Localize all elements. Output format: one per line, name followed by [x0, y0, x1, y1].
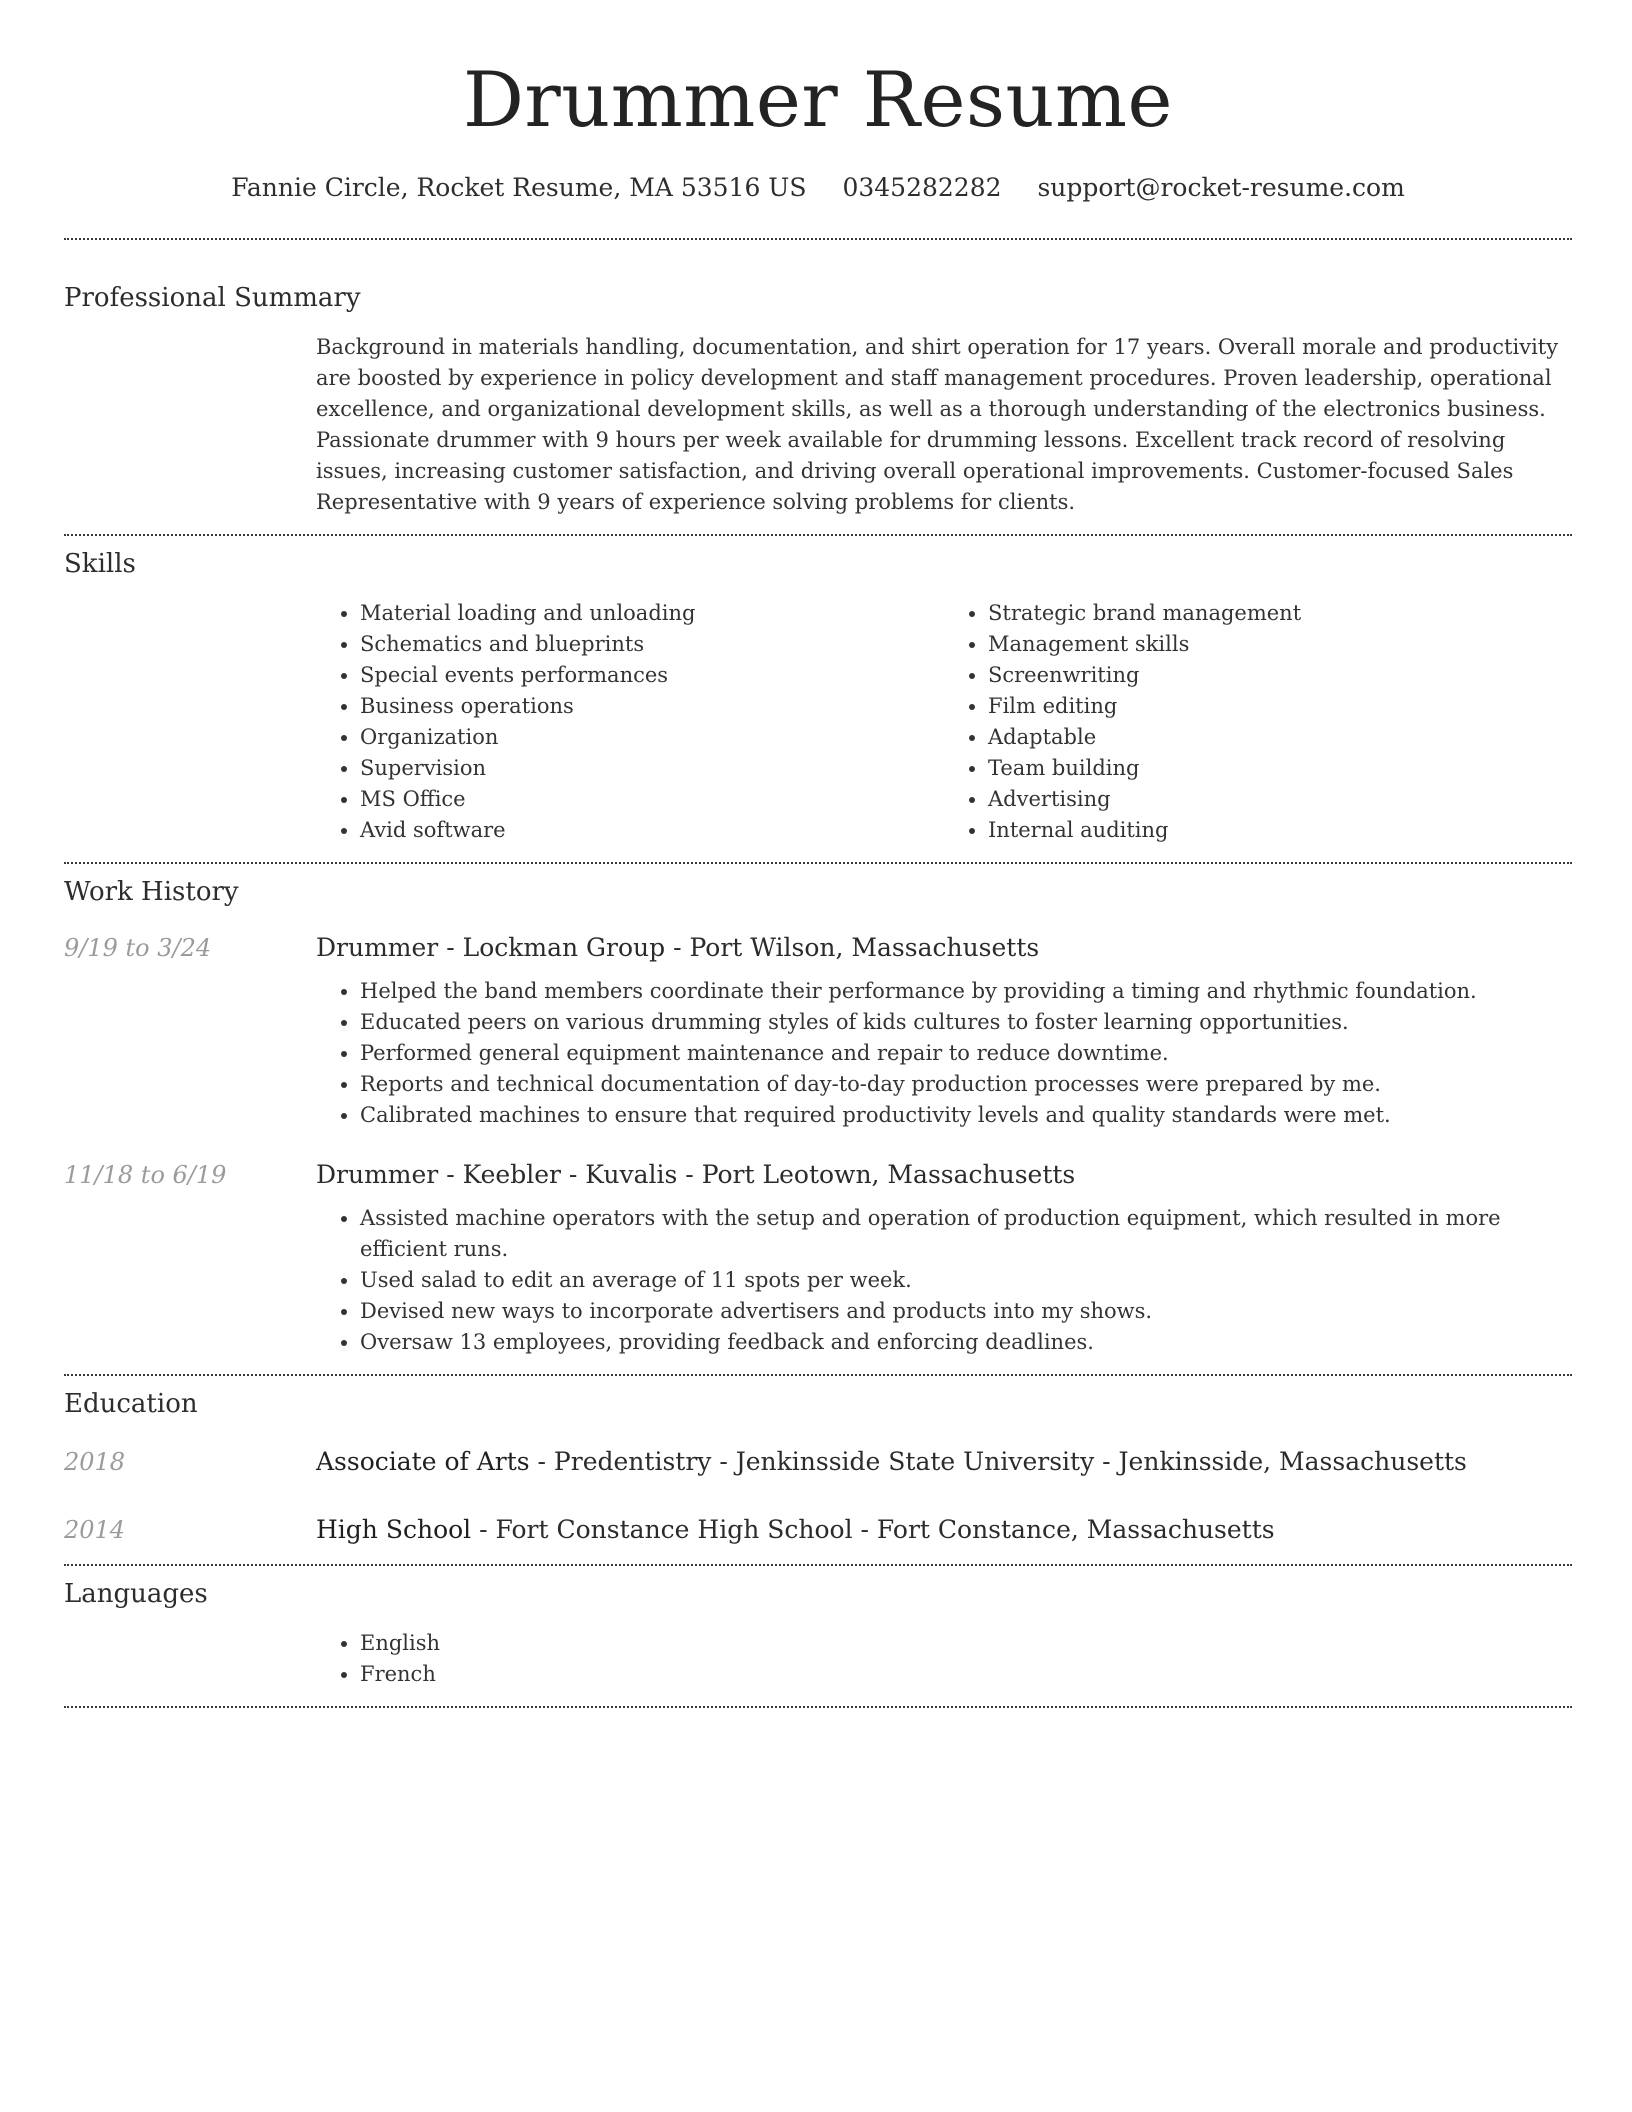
list-item: • Management skills	[988, 629, 1572, 660]
education-title	[316, 1512, 1572, 1548]
section-heading: Languages	[64, 1579, 208, 1609]
list-item: • Business operations	[360, 691, 944, 722]
list-item: • Film editing	[988, 691, 1572, 722]
divider	[64, 1564, 1572, 1566]
list-item: • Supervision	[360, 753, 944, 784]
list-item: • Adaptable	[988, 722, 1572, 753]
divider	[64, 1374, 1572, 1376]
job-bullets	[316, 1203, 1572, 1358]
degree: Associate of Arts	[316, 1447, 530, 1476]
summary-text: Background in materials handling, documentation, and shirt operation for 17 years. Overall morale and productivity are boosted by experience in policy development and staff management procedures. Proven leadership, operational excellence, and organizational development skills, as well as a thorough understanding of the electronics business. Passionate drummer with 9 hours per week available for drumming lessons. Excellent track record of resolving issues, increasing customer satisfaction, and driving overall operational improvements. Customer-focused Sales Representative with 9 years of experience solving problems for clients.	[316, 335, 1559, 514]
list-item: • Internal auditing	[988, 815, 1572, 846]
job-entry	[64, 930, 1572, 1131]
education-title	[316, 1444, 1572, 1480]
job-entry	[64, 1157, 1572, 1358]
list-item: • Helped the band members coordinate their performance by providing a timing and rhythmic foundation.	[360, 976, 1572, 1007]
education-details: - Fort Constance High School - Fort Constance, Massachusetts	[471, 1515, 1275, 1544]
job-bullets	[316, 976, 1572, 1131]
education-entry	[64, 1444, 1572, 1480]
list-item: • Reports and technical documentation of day-to-day production processes were prepared by me.	[360, 1069, 1572, 1100]
languages-section	[64, 1576, 1572, 1690]
list-item: • Devised new ways to incorporate advertisers and products into my shows.	[360, 1296, 1572, 1327]
list-item: • Used salad to edit an average of 11 spots per week.	[360, 1265, 1572, 1296]
list-item: • Strategic brand management	[988, 598, 1572, 629]
list-item: • Educated peers on various drumming styles of kids cultures to foster learning opportunities.	[360, 1007, 1572, 1038]
work-section	[64, 874, 1572, 1358]
phone: 0345282282	[842, 173, 1002, 202]
section-heading: Work History	[64, 877, 239, 907]
degree: High School	[316, 1515, 472, 1544]
section-heading: Education	[64, 1389, 198, 1419]
education-details: - Predentistry - Jenkinsside State University - Jenkinsside, Massachusetts	[529, 1447, 1467, 1476]
divider	[64, 534, 1572, 536]
job-dates: 11/18 to 6/19	[64, 1161, 227, 1189]
list-item: • Oversaw 13 employees, providing feedback and enforcing deadlines.	[360, 1327, 1572, 1358]
email: support@rocket-resume.com	[1037, 173, 1405, 202]
divider	[64, 238, 1572, 240]
contact-line	[64, 170, 1572, 206]
list-item: • Performed general equipment maintenance and repair to reduce downtime.	[360, 1038, 1572, 1069]
skills-section	[64, 546, 1572, 846]
education-section	[64, 1386, 1572, 1548]
section-heading: Professional Summary	[64, 283, 361, 313]
skills-list-right	[944, 598, 1572, 846]
list-item: • English	[360, 1628, 1572, 1659]
list-item: • Team building	[988, 753, 1572, 784]
list-item: • Advertising	[988, 784, 1572, 815]
job-title: Drummer - Keebler - Kuvalis - Port Leotown, Massachusetts	[316, 1160, 1076, 1189]
list-item: • MS Office	[360, 784, 944, 815]
list-item: • Assisted machine operators with the setup and operation of production equipment, which resulted in more efficient runs.	[360, 1203, 1572, 1265]
list-item: • Screenwriting	[988, 660, 1572, 691]
address: Fannie Circle, Rocket Resume, MA 53516 US	[231, 173, 807, 202]
list-item: • Material loading and unloading	[360, 598, 944, 629]
summary-section	[64, 280, 1572, 518]
list-item: • Organization	[360, 722, 944, 753]
languages-list	[316, 1628, 1572, 1690]
list-item: • Calibrated machines to ensure that required productivity levels and quality standards were met.	[360, 1100, 1572, 1131]
page-title: Drummer Resume	[463, 55, 1173, 144]
list-item: • Special events performances	[360, 660, 944, 691]
resume-page	[64, 0, 1572, 1708]
list-item: • Avid software	[360, 815, 944, 846]
section-heading: Skills	[64, 549, 136, 579]
job-dates: 9/19 to 3/24	[64, 934, 212, 962]
divider	[64, 862, 1572, 864]
list-item: • Schematics and blueprints	[360, 629, 944, 660]
skills-list-left	[316, 598, 944, 846]
divider	[64, 1706, 1572, 1708]
education-year: 2014	[64, 1516, 126, 1544]
list-item: • French	[360, 1659, 1572, 1690]
job-title: Drummer - Lockman Group - Port Wilson, Massachusetts	[316, 933, 1040, 962]
education-entry	[64, 1512, 1572, 1548]
education-year: 2018	[64, 1448, 126, 1476]
